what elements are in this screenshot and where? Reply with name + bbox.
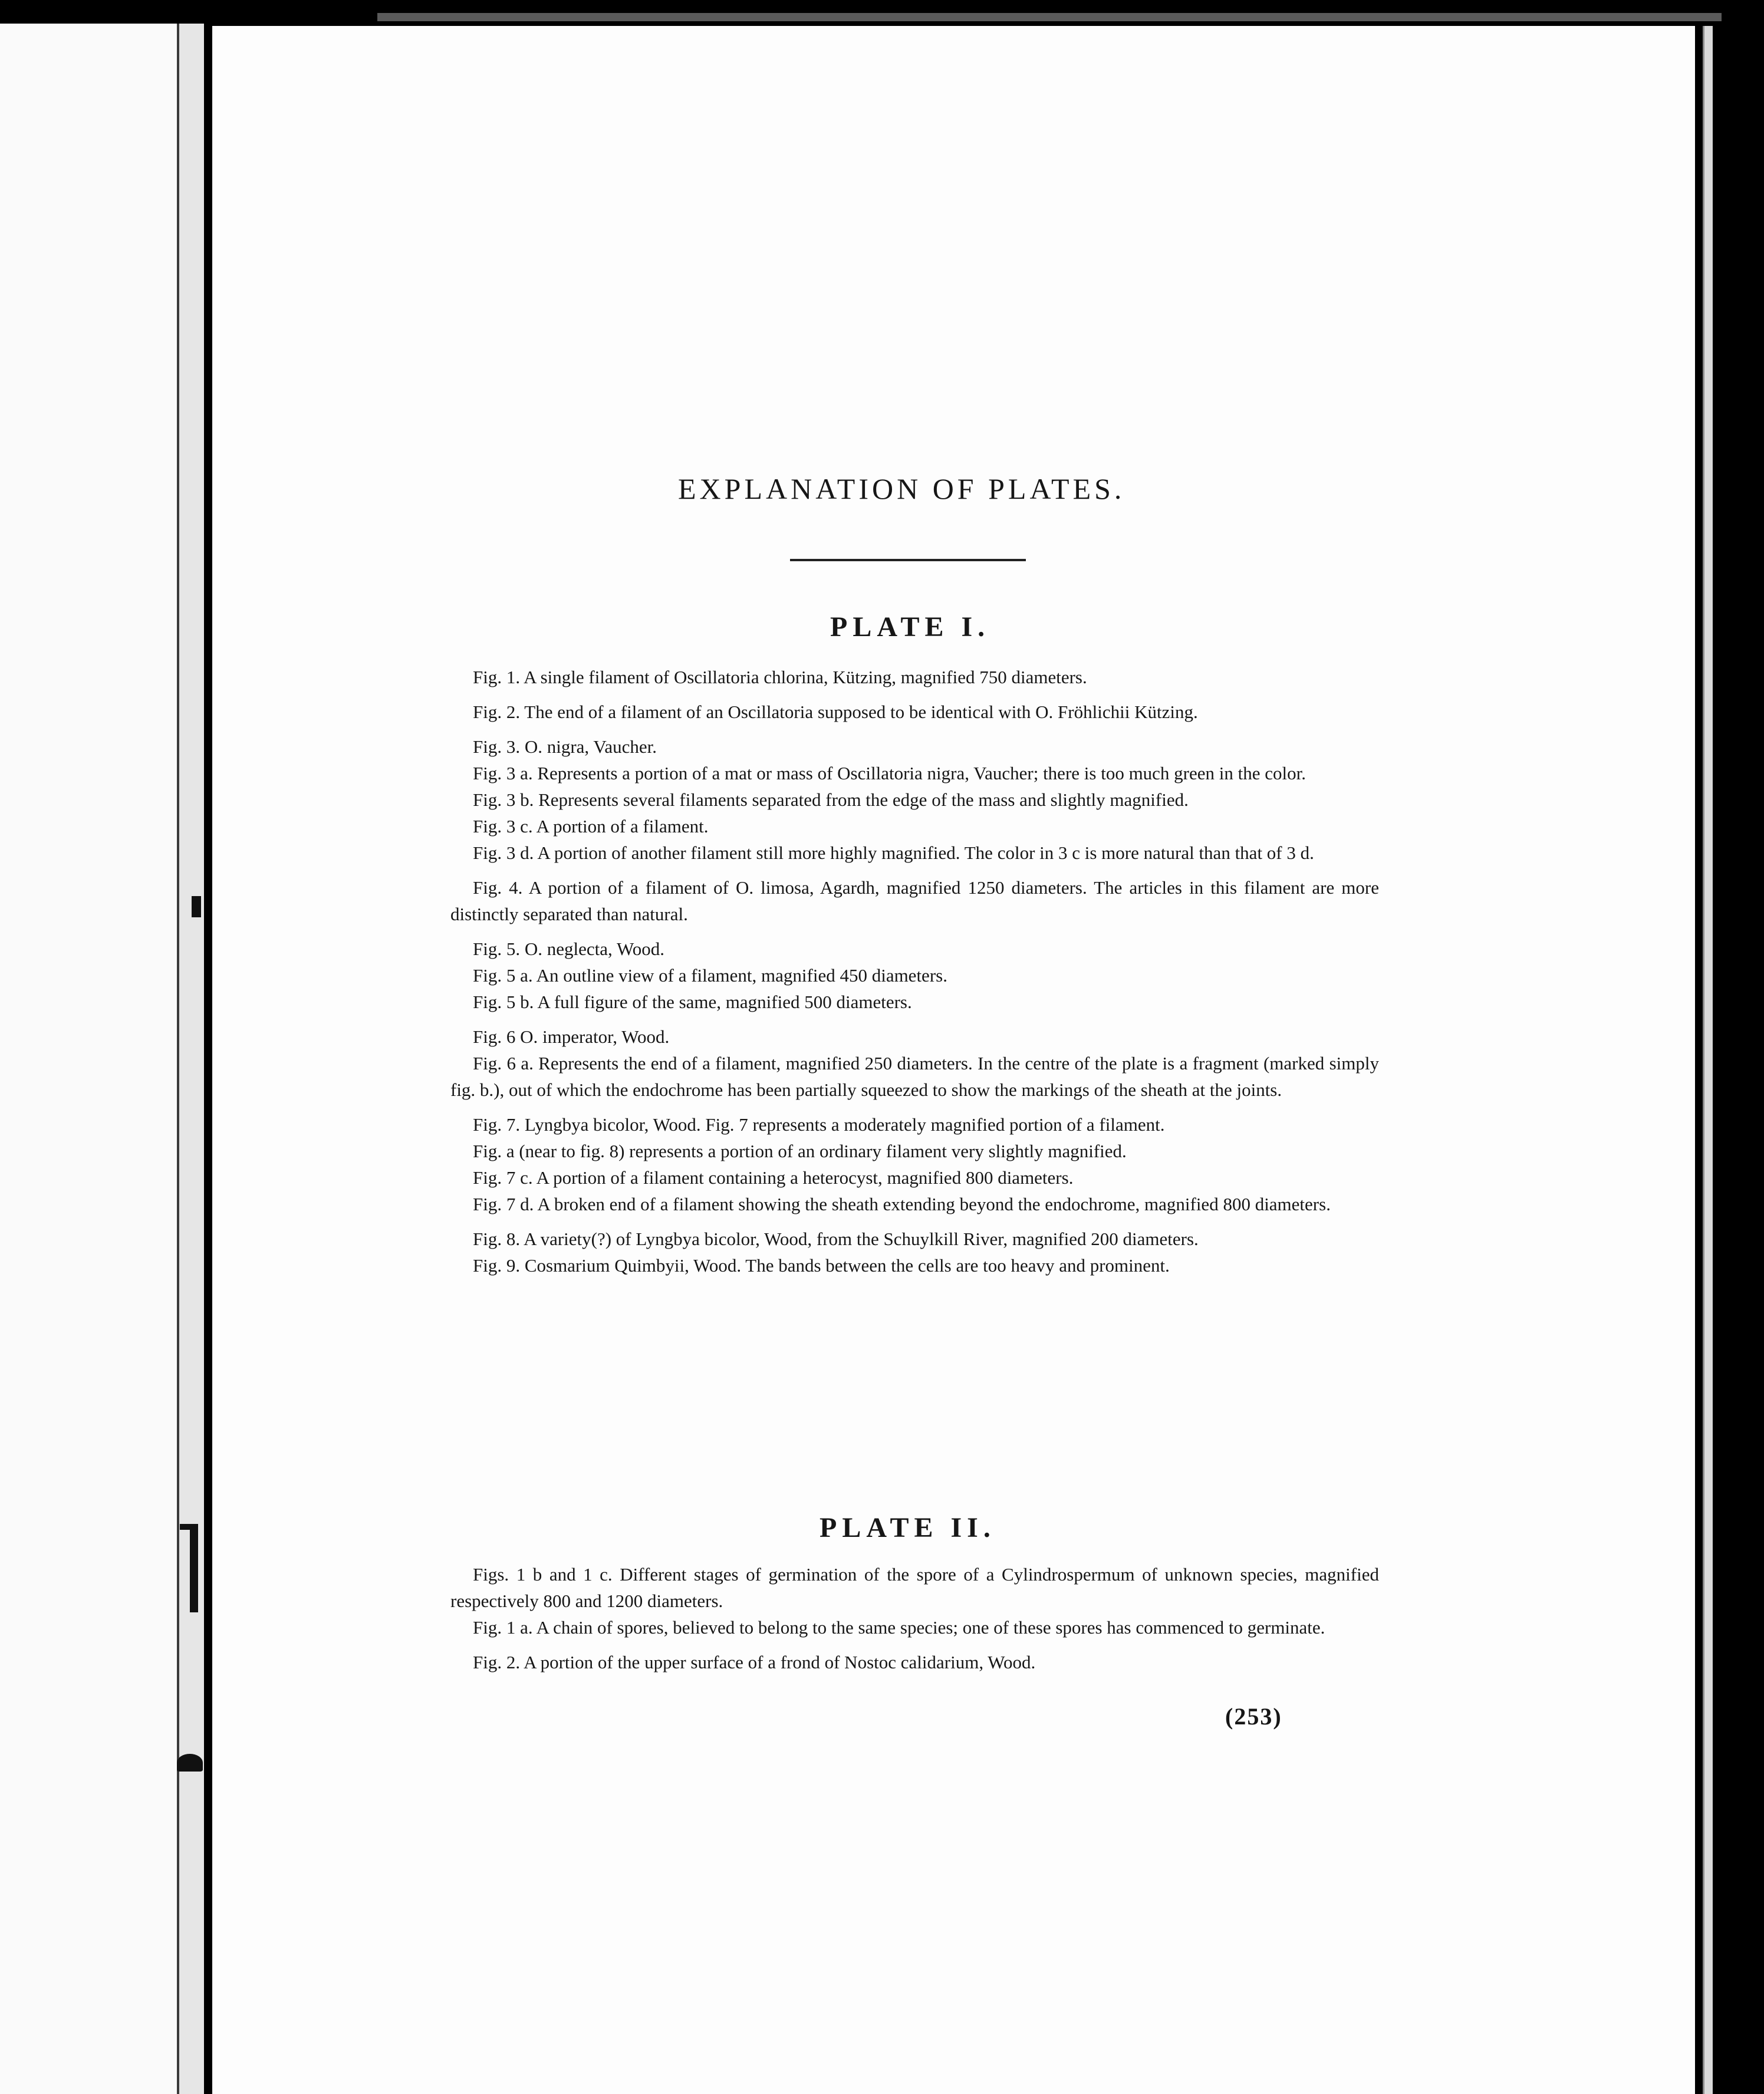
plate-2-heading: PLATE II. [820, 1512, 996, 1543]
entry-fig-7d: Fig. 7 d. A broken end of a filament showing the sheath extending beyond the endochrome, magnified 800 diameters. [473, 1194, 1331, 1214]
entry-fig-3d: Fig. 3 d. A portion of another filament still more highly magnified. The color in 3 c is more natural than that of 3 d. [473, 842, 1314, 863]
entry-fig-5b: Fig. 5 b. A full figure of the same, magnified 500 diameters. [473, 992, 912, 1012]
entry-fig-2: Fig. 2. A portion of the upper surface of a frond of Nostoc calidarium, Wood. [473, 1652, 1036, 1672]
left-page-edge [177, 24, 204, 2094]
entry-fig-8: Fig. 8. A variety(?) of Lyngbya bicolor, Wood, from the Schuylkill River, magnified 200 diameters. [473, 1229, 1199, 1249]
binding-mark [192, 896, 201, 917]
entry-fig-9: Fig. 9. Cosmarium Quimbyii, Wood. The bands between the cells are too heavy and prominent. [473, 1255, 1170, 1276]
entry-figs-1b-1c: Figs. 1 b and 1 c. Different stages of germination of the spore of a Cylindrospermum of unknown species, magnified respectively 800 and 1200 diameters. [450, 1564, 1379, 1611]
binding-mark [180, 1524, 198, 1530]
page-number: (253) [1225, 1703, 1282, 1730]
entry-fig-1: Fig. 1. A single filament of Oscillatoria chlorina, Kützing, magnified 750 diameters. [473, 667, 1087, 687]
entry-fig-6: Fig. 6 O. imperator, Wood. [473, 1026, 670, 1047]
entry-fig-a: Fig. a (near to fig. 8) represents a portion of an ordinary filament very slightly magnified. [473, 1141, 1127, 1161]
title-rule [790, 559, 1026, 561]
entry-fig-5a: Fig. 5 a. An outline view of a filament, magnified 450 diameters. [473, 965, 947, 986]
plate-2-entries [450, 1561, 1379, 1675]
right-page-edge [1703, 26, 1713, 2094]
entry-fig-1a: Fig. 1 a. A chain of spores, believed to belong to the same species; one of these spores has commenced to germinate. [473, 1617, 1325, 1638]
page-title: EXPLANATION OF PLATES. [678, 472, 1125, 505]
entry-fig-4: Fig. 4. A portion of a filament of O. limosa, Agardh, magnified 1250 diameters. The articles in this filament are more distinctly separated than natural. [450, 877, 1379, 924]
plate-1-heading: PLATE I. [830, 611, 990, 643]
entry-fig-3a: Fig. 3 a. Represents a portion of a mat or mass of Oscillatoria nigra, Vaucher; there is too much green in the color. [473, 763, 1306, 783]
plate-1-entries [450, 664, 1379, 1279]
entry-fig-6a: Fig. 6 a. Represents the end of a filament, magnified 250 diameters. In the centre of the plate is a fragment (marked simply fig. b.), out of which the endochrome has been partially squeezed to show the markings of the sheath at the joints. [450, 1053, 1379, 1100]
left-page-margin [0, 24, 203, 2094]
page-top-border [377, 13, 1722, 21]
entry-fig-7c: Fig. 7 c. A portion of a filament containing a heterocyst, magnified 800 diameters. [473, 1167, 1074, 1188]
entry-fig-3b: Fig. 3 b. Represents several filaments separated from the edge of the mass and slightly magnified. [473, 789, 1189, 810]
entry-fig-3: Fig. 3. O. nigra, Vaucher. [473, 736, 657, 757]
binding-mark [177, 1754, 203, 1772]
binding-mark [190, 1524, 198, 1612]
entry-fig-5: Fig. 5. O. neglecta, Wood. [473, 939, 664, 959]
entry-fig-7: Fig. 7. Lyngbya bicolor, Wood. Fig. 7 represents a moderately magnified portion of a filament. [473, 1114, 1165, 1135]
entry-fig-2: Fig. 2. The end of a filament of an Oscillatoria supposed to be identical with O. Fröhlichii Kützing. [473, 702, 1198, 722]
entry-fig-3c: Fig. 3 c. A portion of a filament. [473, 816, 709, 837]
